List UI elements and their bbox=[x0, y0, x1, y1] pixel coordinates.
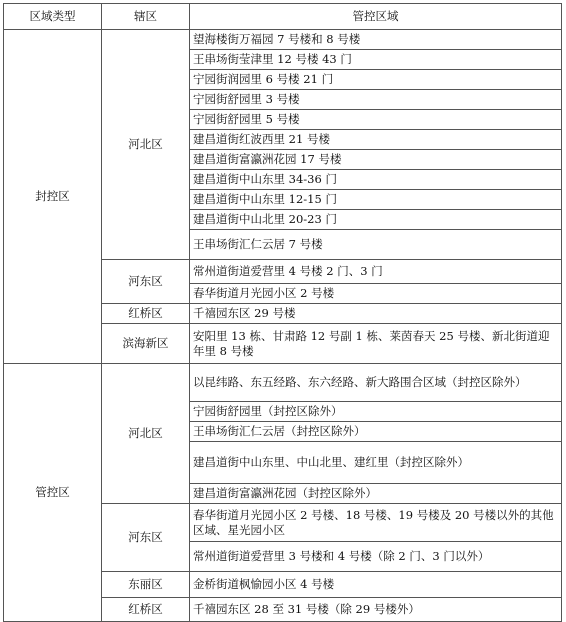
area-cell: 建昌道街中山北里 20-23 门 bbox=[190, 210, 562, 230]
control-area-table bbox=[3, 3, 562, 622]
area-cell: 建昌道街红波西里 21 号楼 bbox=[190, 130, 562, 150]
area-cell: 春华街道月光园小区 2 号楼 bbox=[190, 284, 562, 304]
header-district: 辖区 bbox=[102, 4, 190, 30]
district-cell: 红桥区 bbox=[102, 304, 190, 324]
area-cell: 千禧园东区 28 至 31 号楼（除 29 号楼外） bbox=[190, 598, 562, 622]
district-cell: 滨海新区 bbox=[102, 324, 190, 364]
area-cell: 常州道街道爱营里 4 号楼 2 门、3 门 bbox=[190, 260, 562, 284]
area-cell: 王串场街莹津里 12 号楼 43 门 bbox=[190, 50, 562, 70]
area-cell: 建昌道街中山东里 12-15 门 bbox=[190, 190, 562, 210]
district-cell: 河东区 bbox=[102, 504, 190, 572]
area-cell: 安阳里 13 栋、甘肃路 12 号副 1 栋、莱茵春天 25 号楼、新北街道迎年里 8 号楼 bbox=[190, 324, 562, 364]
area-cell: 宁园街舒园里 5 号楼 bbox=[190, 110, 562, 130]
area-cell: 建昌道街中山东里 34-36 门 bbox=[190, 170, 562, 190]
header-area-type: 区域类型 bbox=[4, 4, 102, 30]
area-cell: 以昆纬路、东五经路、东六经路、新大路围合区域（封控区除外） bbox=[190, 364, 562, 402]
area-cell: 建昌道街富瀛洲花园（封控区除外） bbox=[190, 484, 562, 504]
area-cell: 春华街道月光园小区 2 号楼、18 号楼、19 号楼及 20 号楼以外的其他区域、星光园小区 bbox=[190, 504, 562, 542]
district-cell: 河北区 bbox=[102, 30, 190, 260]
area-cell: 宁园街润园里 6 号楼 21 门 bbox=[190, 70, 562, 90]
area-cell: 建昌道街富瀛洲花园 17 号楼 bbox=[190, 150, 562, 170]
area-cell: 金桥街道枫愉园小区 4 号楼 bbox=[190, 572, 562, 598]
area-cell: 宁园街舒园里（封控区除外） bbox=[190, 402, 562, 422]
area-cell: 常州道街道爱营里 3 号楼和 4 号楼（除 2 门、3 门以外） bbox=[190, 542, 562, 572]
district-cell: 红桥区 bbox=[102, 598, 190, 622]
area-cell: 宁园街舒园里 3 号楼 bbox=[190, 90, 562, 110]
area-cell: 千禧园东区 29 号楼 bbox=[190, 304, 562, 324]
area-cell: 建昌道街中山东里、中山北里、建红里（封控区除外） bbox=[190, 442, 562, 484]
header-control-area: 管控区域 bbox=[190, 4, 562, 30]
district-cell: 河东区 bbox=[102, 260, 190, 304]
area-cell: 王串场街汇仁云居 7 号楼 bbox=[190, 230, 562, 260]
district-cell: 东丽区 bbox=[102, 572, 190, 598]
table-row bbox=[4, 364, 562, 402]
header-row bbox=[4, 4, 562, 30]
area-cell: 望海楼街万福园 7 号楼和 8 号楼 bbox=[190, 30, 562, 50]
area-cell: 王串场街汇仁云居（封控区除外） bbox=[190, 422, 562, 442]
area-type-cell: 管控区 bbox=[4, 364, 102, 622]
area-type-cell: 封控区 bbox=[4, 30, 102, 364]
district-cell: 河北区 bbox=[102, 364, 190, 504]
table-row bbox=[4, 30, 562, 50]
